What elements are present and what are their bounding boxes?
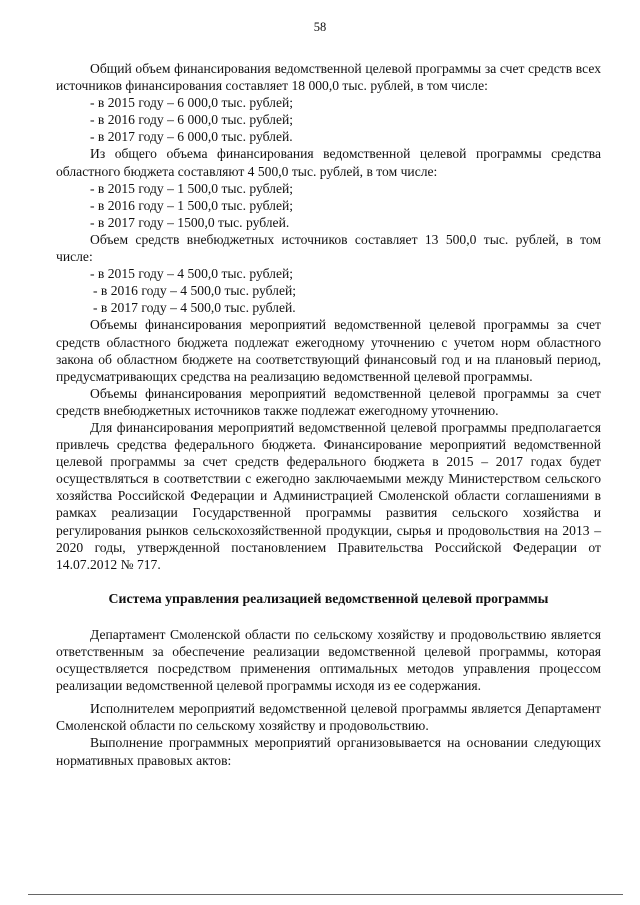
section-heading: Система управления реализацией ведомственной целевой программы	[108, 590, 549, 606]
list-item: - в 2017 году – 4 500,0 тыс. рублей.	[93, 300, 296, 316]
management-section	[56, 626, 601, 769]
paragraph: Выполнение программных мероприятий организовывается на основании следующих нормативных правовых актов:	[56, 735, 601, 768]
list-item: - в 2017 году – 6 000,0 тыс. рублей.	[90, 129, 293, 145]
list-item: - в 2015 году – 6 000,0 тыс. рублей;	[90, 95, 294, 111]
paragraph: Общий объем финансирования ведомственной целевой программы за счет средств всех источников финансирования составляет 18 000,0 тыс. рублей, в том числе:	[56, 61, 601, 94]
paragraph: Объем средств внебюджетных источников составляет 13 500,0 тыс. рублей, в том числе:	[56, 231, 601, 265]
paragraph: Исполнителем мероприятий ведомственной целевой программы является Департамент Смоленской области по сельскому хозяйству и продовольствию.	[56, 701, 601, 734]
paragraph: Объемы финансирования мероприятий ведомственной целевой программы за счет средств внебюджетных источников также подлежат ежегодному уточнению.	[56, 385, 601, 418]
paragraph: Департамент Смоленской области по сельскому хозяйству и продовольствию является ответственным за обеспечение реализации ведомственной целевой программы, которая осуществляется посредством применения оптимальных методов управления процессом реализации ведомственной целевой программы исходя из ее содержания.	[56, 626, 601, 694]
list-item: - в 2015 году – 4 500,0 тыс. рублей;	[90, 266, 294, 282]
document-body	[56, 60, 601, 769]
paragraph: Для финансирования мероприятий ведомственной целевой программы предполагается привлечь средства федерального бюджета. Финансирование мероприятий ведомственной целевой программы за счет средств федерального бюджета в 2015 – 2017 годах будет осуществляться в соответствии с ежегодно заключаемыми между Министерством сельского хозяйства Российской Федерации и Администрацией Смоленской области соглашениями в рамках реализации Государственной программы развития сельского хозяйства и регулирования рынков сельскохозяйственной продукции, сырья и продовольствия на 2013 – 2020 годы, утвержденной постановлением Правительства Российской Федерации от 14.07.2012 № 717.	[56, 419, 601, 572]
paragraph: Из общего объема финансирования ведомственной целевой программы средства областного бюджета составляют 4 500,0 тыс. рублей, в том числе:	[56, 146, 601, 179]
funding-section	[56, 60, 601, 573]
list-item: - в 2016 году – 1 500,0 тыс. рублей;	[90, 197, 294, 213]
footer-divider	[28, 894, 623, 895]
list-item: - в 2016 году – 6 000,0 тыс. рублей;	[90, 112, 294, 128]
list-item: - в 2015 году – 1 500,0 тыс. рублей;	[90, 180, 294, 196]
page-number: 58	[313, 20, 327, 34]
paragraph: Объемы финансирования мероприятий ведомственной целевой программы за счет средств областного бюджета подлежат ежегодному уточнению с учетом норм областного закона об областном бюджете на соответствующий финансовый год и на плановый период, предусматривающих средства на реализацию ведомственной целевой программы.	[56, 317, 601, 384]
list-item: - в 2017 году – 1500,0 тыс. рублей.	[90, 214, 290, 230]
list-item: - в 2016 году – 4 500,0 тыс. рублей;	[93, 283, 297, 299]
